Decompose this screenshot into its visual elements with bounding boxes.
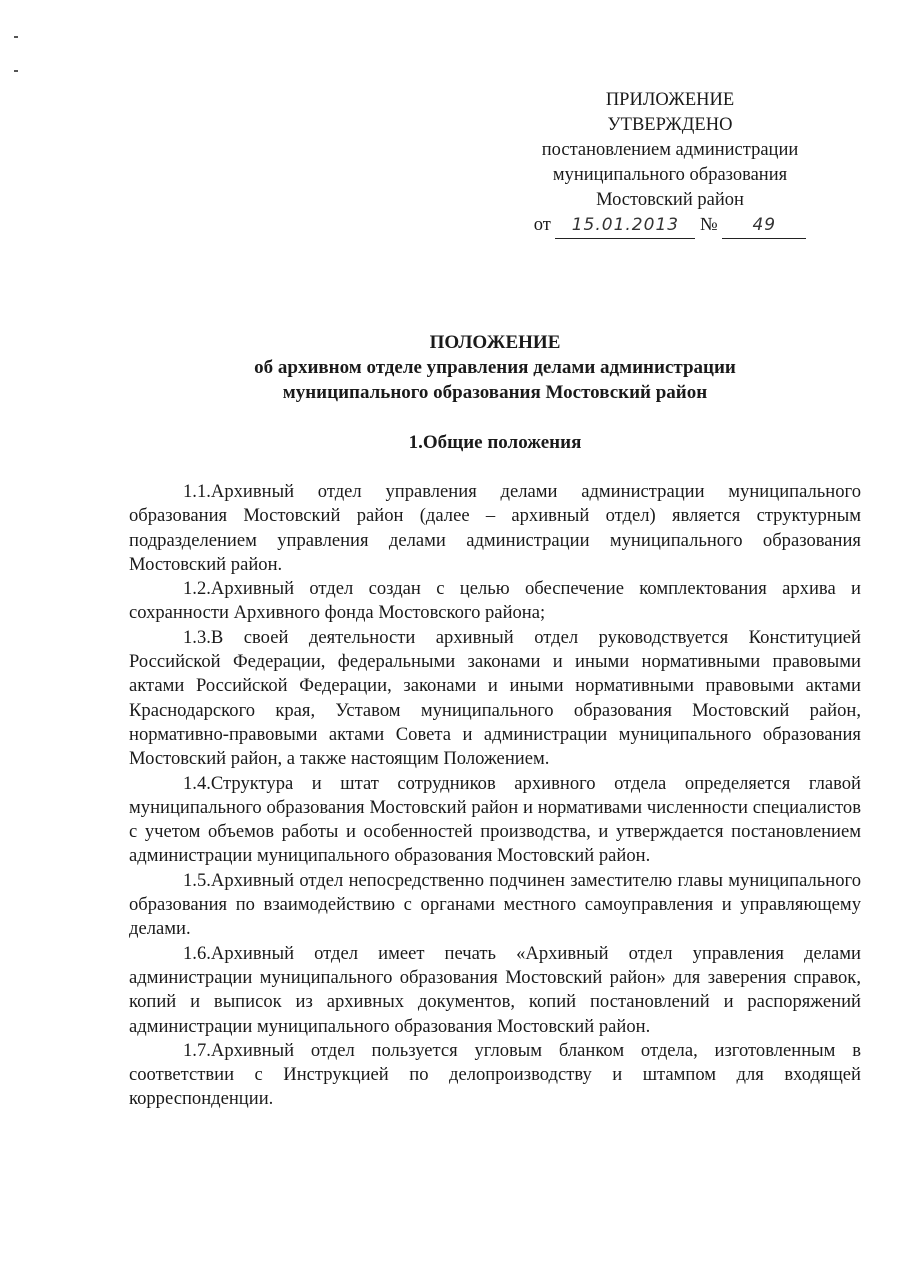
paragraph-1-1: 1.1.Архивный отдел управления делами администрации муниципального образования Мостовский район (далее – архивный отдел) является структурным подразделением управления делами администрации муниципального образования Мостовский район. xyxy=(129,481,861,575)
paragraph-1-6: 1.6.Архивный отдел имеет печать «Архивный отдел управления делами администрации муниципального образования Мостовский район» для заверения справок, копий и выписок из архивных документов, копий постановлений и распоряжений администрации муниципального образования Мостовский район. xyxy=(129,942,861,1037)
handwritten-date: 15.01.2013 xyxy=(555,213,695,239)
document-title xyxy=(130,330,860,405)
approval-block xyxy=(500,88,840,239)
appendix-label: ПРИЛОЖЕНИЕ xyxy=(605,90,735,110)
paragraph-1-7: 1.7.Архивный отдел пользуется угловым бланком отдела, изготовленным в соответствии с Инструкцией по делопроизводству и штампом для входящей корреспонденции. xyxy=(129,1039,861,1110)
paragraph-1-4: 1.4.Структура и штат сотрудников архивного отдела определяется главой муниципального образования Мостовский район и нормативами численности специалистов с учетом объемов работы и особенностей производства, и утверждается постановлением администрации муниципального образования Мостовский район. xyxy=(129,772,861,867)
paragraph-1-5: 1.5.Архивный отдел непосредственно подчинен заместителю главы муниципального образования по взаимодействию с органами местного самоуправления и управляющему делами. xyxy=(129,869,861,940)
title-main: ПОЛОЖЕНИЕ xyxy=(429,332,561,353)
title-line-3: муниципального образования Мостовский район xyxy=(282,382,708,403)
section-heading: 1.Общие положения xyxy=(408,432,582,453)
number-sign: № xyxy=(700,215,718,235)
approved-label: УТВЕРЖДЕНО xyxy=(607,115,733,135)
approval-line-4: муниципального образования xyxy=(552,165,788,185)
handwritten-number: 49 xyxy=(722,213,806,239)
approval-line-3: постановлением администрации xyxy=(541,140,799,160)
approval-line-5: Мостовский район xyxy=(596,190,744,210)
section-body xyxy=(129,480,861,1112)
scan-mark xyxy=(14,70,18,72)
paragraph-1-2: 1.2.Архивный отдел создан с целью обеспечение комплектования архива и сохранности Архивного фонда Мостовского района; xyxy=(129,578,861,624)
title-line-2: об архивном отделе управления делами администрации xyxy=(254,357,736,378)
date-number-row xyxy=(500,213,840,239)
date-prefix: от xyxy=(533,215,551,235)
scan-mark xyxy=(14,36,18,38)
paragraph-1-3: 1.3.В своей деятельности архивный отдел руководствуется Конституцией Российской Федерации, федеральными законами и иными нормативными правовыми актами Российской Федерации, законами и иными нормативными правовыми актами Краснодарского края, Уставом муниципального образования Мостовский район, нормативно-правовыми актами Совета и администрации муниципального образования Мостовский район, а также настоящим Положением. xyxy=(129,626,861,770)
